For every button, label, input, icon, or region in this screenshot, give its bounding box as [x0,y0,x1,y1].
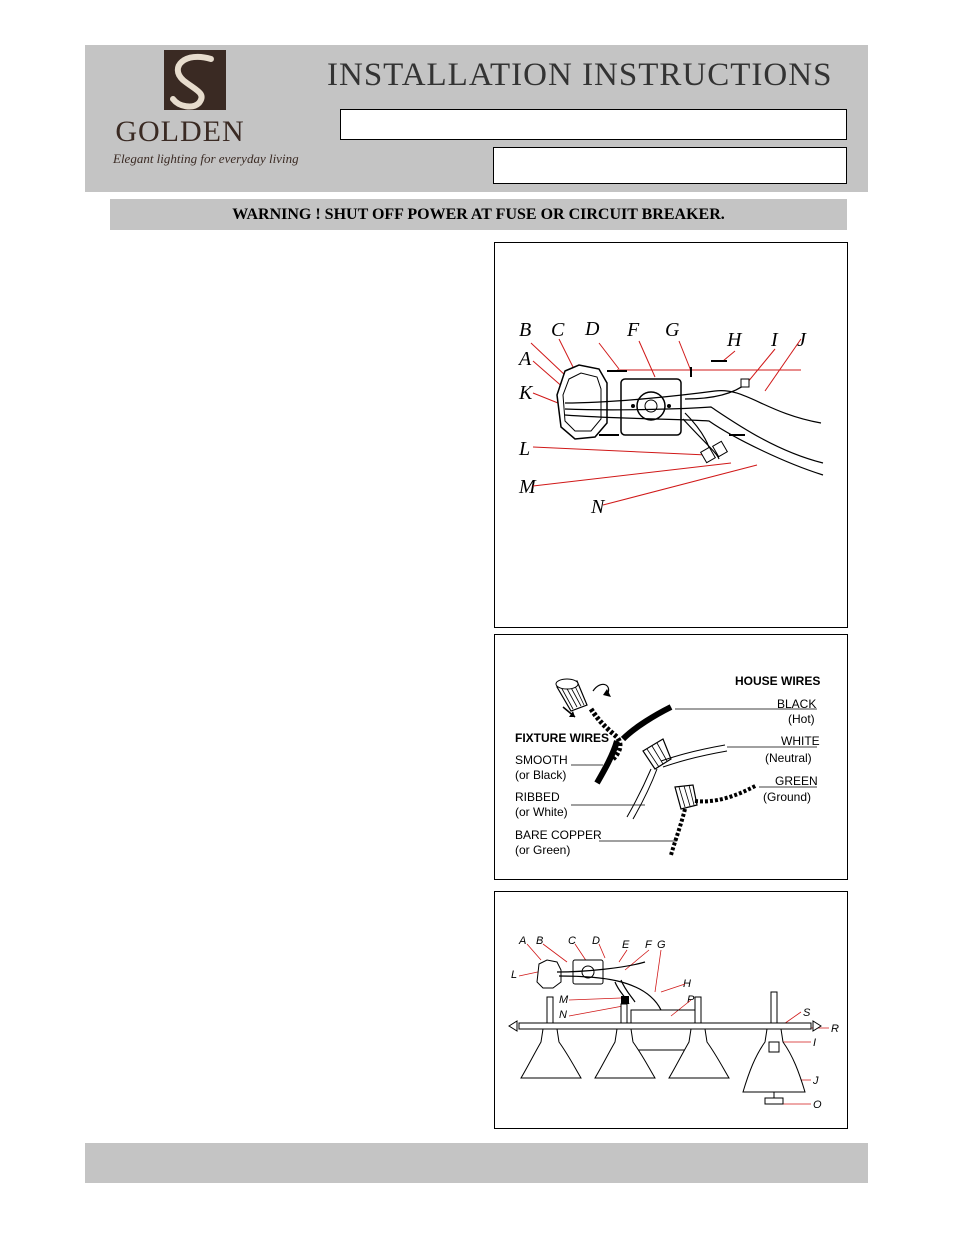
fixture-assembly-diagram [495,892,847,1128]
label-m: M [519,476,536,498]
label-h: H [727,329,742,351]
smooth-label: SMOOTH [515,753,568,767]
label-c: C [551,319,565,341]
mounting-diagram-panel [494,242,848,628]
label-o: O [813,1099,822,1111]
or-white-label: (or White) [515,805,568,819]
item-number-box [493,147,847,184]
label-j: J [797,329,806,351]
hot-label: (Hot) [788,712,815,726]
brand-name: GOLDEN [115,115,245,148]
label-n: N [591,496,605,518]
label-e: E [622,939,630,951]
label-a: A [519,348,532,370]
label-a: A [519,935,527,947]
page-title: INSTALLATION INSTRUCTIONS [327,57,833,93]
neutral-label: (Neutral) [765,751,812,765]
white-label: WHITE [781,734,820,748]
ribbed-label: RIBBED [515,790,560,804]
label-j: J [813,1075,819,1087]
label-i: I [813,1037,817,1049]
label-c: C [568,935,576,947]
model-number-box [340,109,847,140]
label-h: H [683,978,691,990]
house-wires-heading: HOUSE WIRES [735,674,821,688]
black-label: BLACK [777,697,817,711]
label-g: G [657,939,666,951]
green-label: GREEN [775,774,818,788]
label-b: B [536,935,544,947]
label-g: G [665,319,680,341]
label-r: R [831,1023,839,1035]
label-f: F [645,939,652,951]
label-d: D [585,318,600,340]
bare-copper-label: BARE COPPER [515,828,602,842]
label-k: K [519,382,533,404]
fixture-wires-heading: FIXTURE WIRES [515,731,610,745]
wire-connection-panel [494,634,848,880]
label-d: D [592,935,600,947]
wire-nut-icon [556,679,587,711]
ground-label: (Ground) [763,790,812,804]
label-i: I [771,329,778,351]
or-green-label: (or Green) [515,843,571,857]
label-l: L [511,969,518,981]
label-l: L [519,438,531,460]
label-n: N [559,1009,567,1021]
label-m: M [559,994,569,1006]
warning-banner: WARNING ! SHUT OFF POWER AT FUSE OR CIRCUIT BREAKER. [110,199,847,230]
mounting-diagram [495,243,847,627]
header-banner [85,45,868,192]
wire-connection-diagram [495,635,847,879]
label-p: P [687,994,695,1006]
brand-tagline: Elegant lighting for everyday living [113,151,299,166]
label-s: S [803,1007,811,1019]
label-f: F [627,319,640,341]
footer-bar [85,1143,868,1183]
or-black-label: (or Black) [515,768,567,782]
fixture-assembly-panel [494,891,848,1129]
label-b: B [519,319,532,341]
